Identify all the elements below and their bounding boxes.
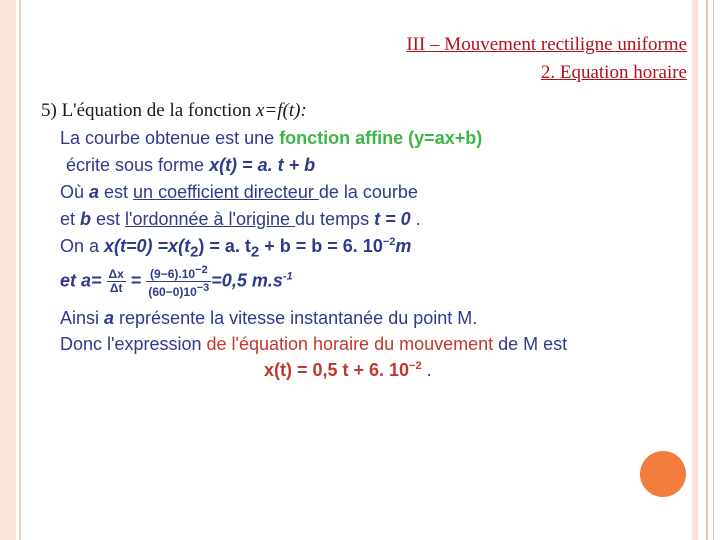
final-equation: x(t) = 0,5 t + 6. $10^{-2}$ . — [264, 360, 432, 380]
section-heading — [41, 100, 307, 122]
body-line-8: Donc l'expression de l'équation horaire du mouvement de M est — [60, 334, 568, 354]
body-line-4: et b est l'ordonnée à l'origine du temps t = 0 . — [60, 209, 421, 229]
body-line-2: écrite sous forme x(t) = a. t + b — [66, 155, 316, 175]
body-line-7: Ainsi a représente la vitesse instantanée du point M. — [60, 308, 478, 328]
fraction-delta: $\frac{\Delta x}{\Delta t}$ — [108, 267, 124, 295]
body-line-3: Où a est un coefficient directeur de la courbe — [60, 182, 418, 202]
body-line-5: On a $x(t=0) =x(t_2) = a$. $t_2 + b = b = 6$. $10^{-2}m$ — [60, 236, 412, 261]
slope-term: un coefficient directeur — [133, 182, 319, 202]
left-decor-line — [19, 0, 21, 540]
body-line-1: La courbe obtenue est une fonction affine (y=ax+b) — [60, 128, 483, 148]
left-decor-bar — [0, 0, 16, 540]
affine-function-highlight: fonction affine (y=ax+b) — [279, 128, 483, 148]
equation-form: x(t) = a. t + b — [209, 155, 316, 175]
section-number: 5) — [41, 100, 57, 121]
fraction-values: $\frac{(9-6).10^{-2}}{(60-0)10^{-3}}$ — [148, 264, 210, 299]
right-decor-line-thin — [713, 0, 714, 540]
orange-circle-decor — [640, 451, 686, 497]
horaire-highlight: de l'équation horaire du mouvement — [206, 334, 494, 354]
intercept-term: l'ordonnée à l'origine — [125, 209, 296, 229]
slide-subtitle: 2. Equation horaire — [540, 62, 687, 83]
section-formula: x=f(t): — [256, 100, 307, 121]
section-text: L'équation de la fonction — [61, 100, 252, 121]
right-decor-line — [706, 0, 708, 540]
body-line-6: et a= $\frac{\Delta x}{\Delta t}$ = $\frac{(9-6).10^{-2}}{(60-0)10^{-3}}$ =0,5 $m.s^{-1}$ — [60, 264, 293, 299]
right-decor-bar — [692, 0, 698, 540]
slide-title: III – Mouvement rectiligne uniforme — [406, 34, 687, 55]
